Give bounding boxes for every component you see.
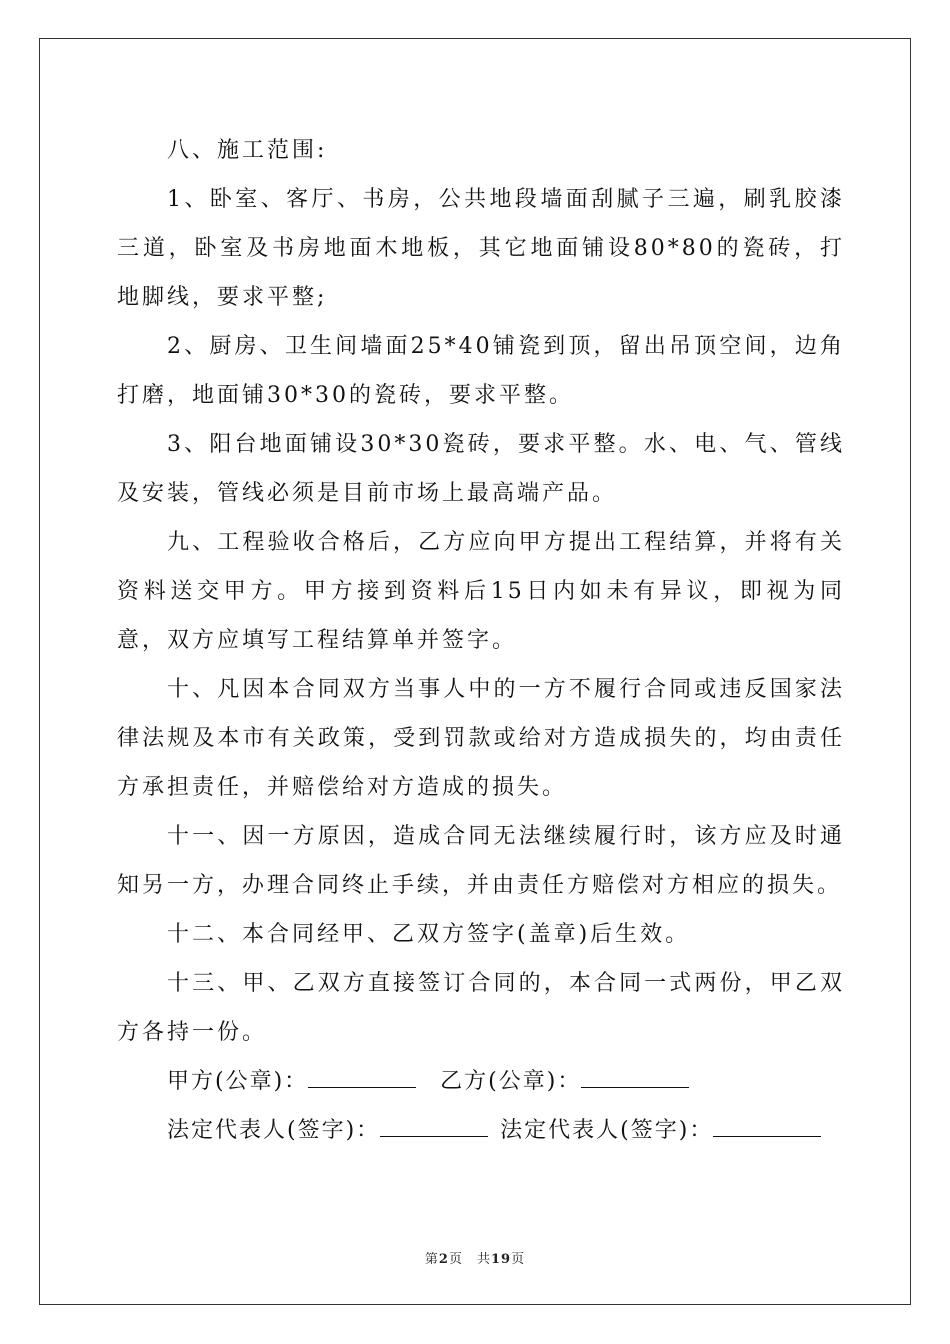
section-heading-scope: 八、施工范围: [167, 138, 328, 163]
paragraph-clause-9: 九、工程验收合格后，乙方应向甲方提出工程结算，并将有关资料送交甲方。甲方接到资料后15日内如未有异议，即视为同意，双方应填写工程结算单并签字。 [117, 530, 845, 653]
total-pages: 19 [490, 1252, 512, 1267]
party-b-seal-label: 乙方(公章)： [440, 1069, 582, 1094]
document-body [117, 126, 845, 1155]
page-number: 2 [438, 1252, 449, 1267]
total-prefix: 共 [476, 1252, 491, 1267]
page-suffix: 页 [448, 1252, 463, 1267]
total-suffix: 页 [511, 1252, 526, 1267]
paragraph-item-3: 3、阳台地面铺设30*30瓷砖，要求平整。水、电、气、管线及安装，管线必须是目前市场上最高端产品。 [117, 432, 845, 506]
party-b-seal-blank [581, 1059, 689, 1088]
party-b-rep-label: 法定代表人(签字)： [500, 1118, 714, 1143]
party-a-seal-blank [308, 1059, 416, 1088]
party-a-rep-blank [380, 1108, 488, 1137]
paragraph-clause-13: 十三、甲、乙双方直接签订合同的，本合同一式两份，甲乙双方各持一份。 [117, 971, 845, 1045]
party-b-rep-blank [713, 1108, 821, 1137]
paragraph-clause-12: 十二、本合同经甲、乙双方签字(盖章)后生效。 [167, 922, 691, 947]
page-footer [0, 1248, 950, 1267]
paragraph-clause-11: 十一、因一方原因，造成合同无法继续履行时，该方应及时通知另一方，办理合同终止手续，并由责任方赔偿对方相应的损失。 [117, 824, 845, 898]
paragraph-clause-10: 十、凡因本合同双方当事人中的一方不履行合同或违反国家法律法规及本市有关政策，受到罚款或给对方造成损失的，均由责任方承担责任，并赔偿给对方造成的损失。 [117, 677, 845, 800]
party-a-seal-label: 甲方(公章)： [167, 1069, 309, 1094]
paragraph-item-2: 2、厨房、卫生间墙面25*40铺瓷到顶，留出吊顶空间，边角打磨，地面铺30*30的瓷砖，要求平整。 [117, 334, 845, 408]
paragraph-item-1: 1、卧室、客厅、书房，公共地段墙面刮腻子三遍，刷乳胶漆三道，卧室及书房地面木地板，其它地面铺设80*80的瓷砖，打地脚线，要求平整; [117, 187, 845, 310]
party-a-rep-label: 法定代表人(签字)： [167, 1118, 381, 1143]
page-prefix: 第 [424, 1252, 439, 1267]
seal-signature-row [117, 1057, 845, 1106]
representative-signature-row [117, 1106, 845, 1155]
